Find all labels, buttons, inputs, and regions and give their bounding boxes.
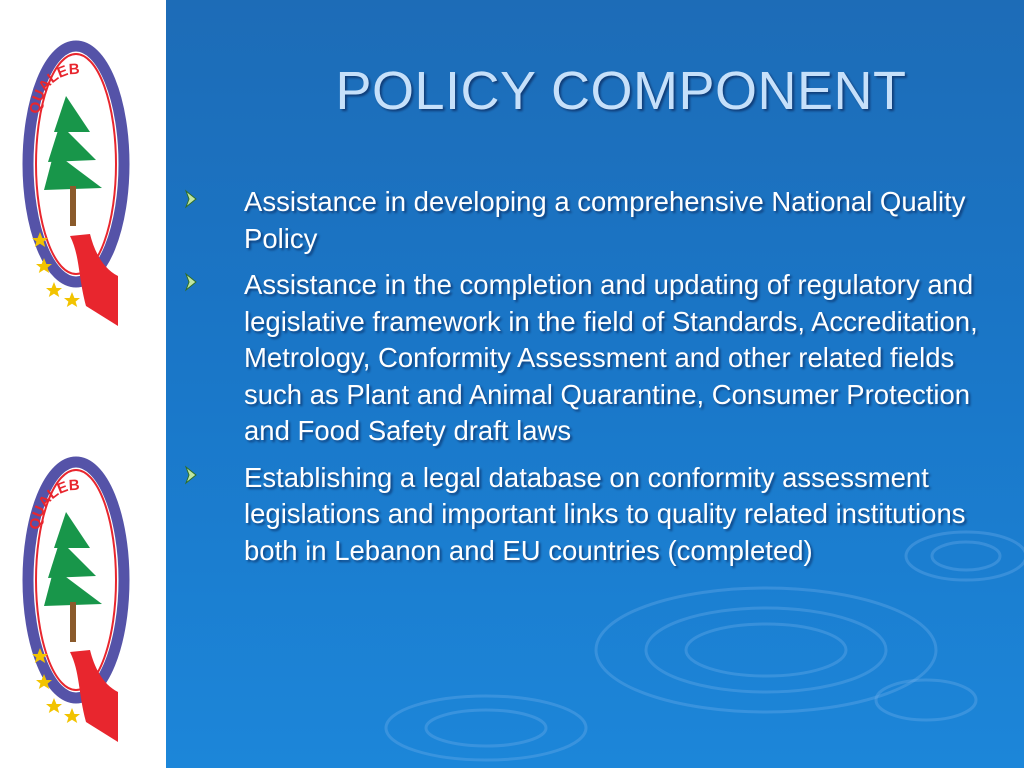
bullet-text: Assistance in developing a comprehensive National Quality Policy [244,186,966,254]
bullet-text: Assistance in the completion and updating of regulatory and legislative framework in the field of Standards, Accreditation, Metrology, Conformity Assessment and other related fields such as Plant and Animal Quarantine, Consumer Protection and Food Safety draft laws [244,269,978,446]
slide-title: POLICY COMPONENT [335,61,907,121]
logo-text: QUALEB [26,476,80,531]
bullet-text: Establishing a legal database on conformity assessment legislations and important links to quality related institutions both in Lebanon and EU countries (completed) [244,461,966,566]
qualeb-logo-icon [20,36,132,336]
list-item [180,267,980,450]
list-item [180,184,980,257]
arrow-bullet-icon [180,464,202,486]
list-item [180,460,980,570]
arrow-bullet-icon [180,271,202,293]
bullet-list [180,184,980,579]
logo-text: QUALEB [26,60,80,115]
qualeb-logo-icon [20,452,132,752]
arrow-bullet-icon [180,188,202,210]
slide-content [166,0,1024,768]
logo-sidebar [0,0,166,768]
